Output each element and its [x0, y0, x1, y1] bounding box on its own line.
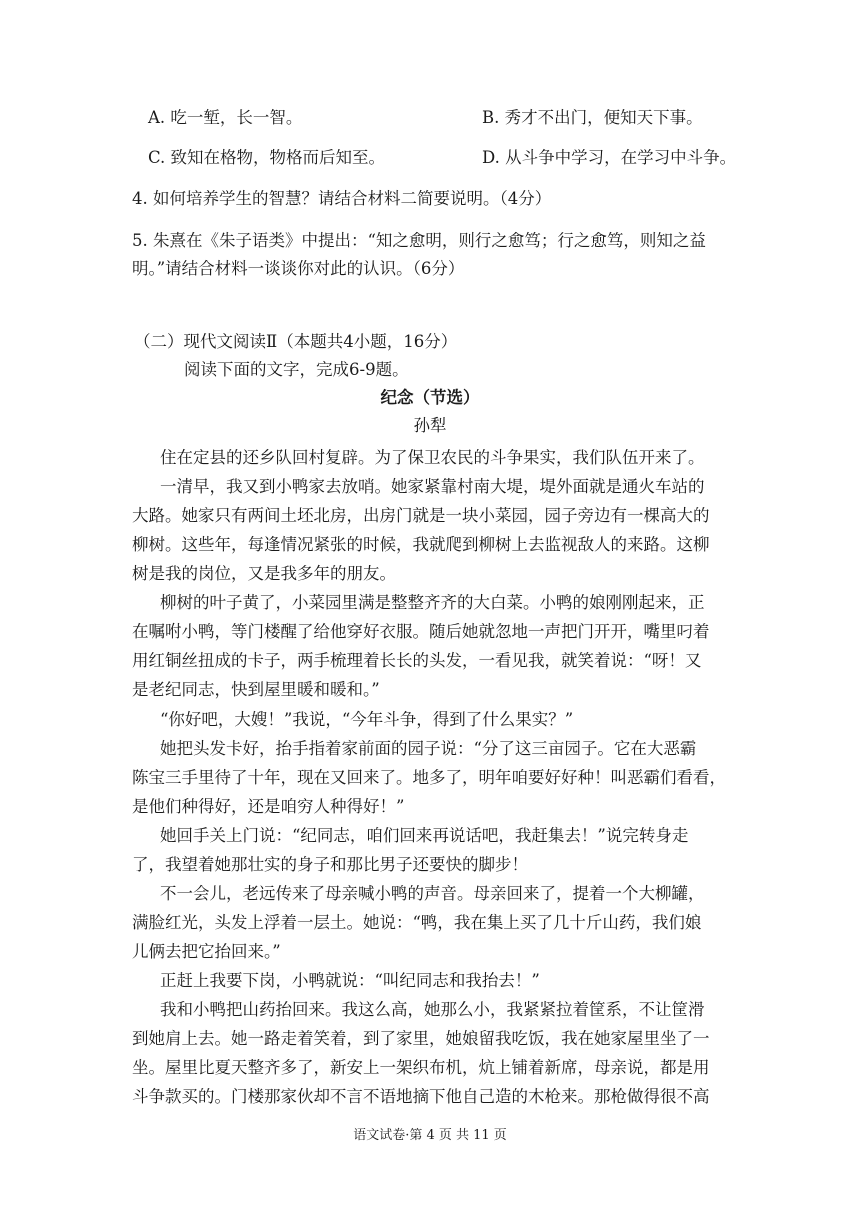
article-line: 儿俩去把它抬回来。” — [132, 942, 281, 961]
article-line: 大路。她家只有两间土坯北房，出房门就是一块小菜园，园子旁边有一棵高大的 — [132, 506, 710, 525]
question-4: 4. 如何培养学生的智慧？请结合材料二简要说明。（4分） — [132, 189, 552, 208]
option-c: C. 致知在格物，物格而后知至。 — [148, 148, 386, 167]
option-b: B. 秀才不出门，便知天下事。 — [482, 108, 703, 127]
article-line: 陈宝三手里待了十年，现在又回来了。地多了，明年咱要好好种！叫恶霸们看看， — [132, 768, 726, 787]
option-a: A. 吃一堑，长一智。 — [148, 108, 303, 127]
article-line: 树是我的岗位，又是我多年的朋友。 — [132, 564, 396, 583]
article-line: 在嘱咐小鸭，等门楼醒了给他穿好衣服。随后她就忽地一声把门开开，嘴里叼着 — [132, 622, 710, 641]
section-instruction: 阅读下面的文字，完成6-9题。 — [184, 360, 409, 379]
section-heading: （二）现代文阅读Ⅱ（本题共4小题，16分） — [134, 332, 458, 351]
option-d: D. 从斗争中学习，在学习中斗争。 — [482, 148, 737, 167]
article-line: 是老纪同志，快到屋里暖和暖和。” — [132, 680, 380, 699]
page-footer: 语文试卷·第 4 页 共 11 页 — [353, 1128, 507, 1143]
article-line: “你好吧，大嫂！”我说，“今年斗争，得到了什么果实？” — [160, 710, 574, 729]
article-line: 坐。屋里比夏天整齐多了，新安上一架织布机，炕上铺着新席，母亲说，都是用 — [132, 1058, 710, 1077]
article-line: 柳树的叶子黄了，小菜园里满是整整齐齐的大白菜。小鸭的娘刚刚起来，正 — [160, 593, 705, 612]
article-line: 不一会儿，老远传来了母亲喊小鸭的声音。母亲回来了，提着一个大柳罐， — [160, 884, 705, 903]
article-line: 了，我望着她那壮实的身子和那比男子还要快的脚步！ — [132, 855, 528, 874]
article-line: 住在定县的还乡队回村复辟。为了保卫农民的斗争果实，我们队伍开来了。 — [160, 448, 705, 467]
article-line: 用红铜丝扭成的卡子，两手梳理着长长的头发，一看见我，就笑着说：“呀！又 — [132, 651, 702, 670]
article-line: 是他们种得好，还是咱穷人种得好！” — [132, 797, 405, 816]
question-5-line-1: 5. 朱熹在《朱子语类》中提出：“知之愈明，则行之愈笃；行之愈笃，则知之益 — [132, 231, 706, 250]
article-line: 到她肩上去。她一路走着笑着，到了家里，她娘留我吃饭，我在她家屋里坐了一 — [132, 1029, 710, 1048]
question-5-line-2: 明。”请结合材料一谈谈你对此的认识。（6分） — [132, 259, 465, 278]
article-line: 正赶上我要下岗，小鸭就说：“叫纪同志和我抬去！” — [160, 971, 540, 990]
article-title: 纪念（节选） — [380, 388, 480, 407]
article-line: 她把头发卡好，抬手指着家前面的园子说：“分了这三亩园子。它在大恶霸 — [160, 739, 697, 758]
article-line: 我和小鸭把山药抬回来。我这么高，她那么小，我紧紧拉着筐系，不让筐滑 — [160, 1000, 705, 1019]
article-line: 一清早，我又到小鸭家去放哨。她家紧靠村南大堤，堤外面就是通火车站的 — [160, 477, 705, 496]
article-author: 孙犁 — [413, 416, 447, 435]
article-line: 她回手关上门说：“纪同志，咱们回来再说话吧，我赶集去！”说完转身走 — [160, 826, 689, 845]
article-line: 满脸红光，头发上浮着一层土。她说：“鸭，我在集上买了几十斤山药，我们娘 — [132, 913, 702, 932]
article-line: 斗争款买的。门楼那家伙却不言不语地摘下他自己造的木枪来。那枪做得很不高 — [132, 1087, 710, 1106]
article-line: 柳树。这些年，每逢情况紧张的时候，我就爬到柳树上去监视敌人的来路。这柳 — [132, 535, 710, 554]
